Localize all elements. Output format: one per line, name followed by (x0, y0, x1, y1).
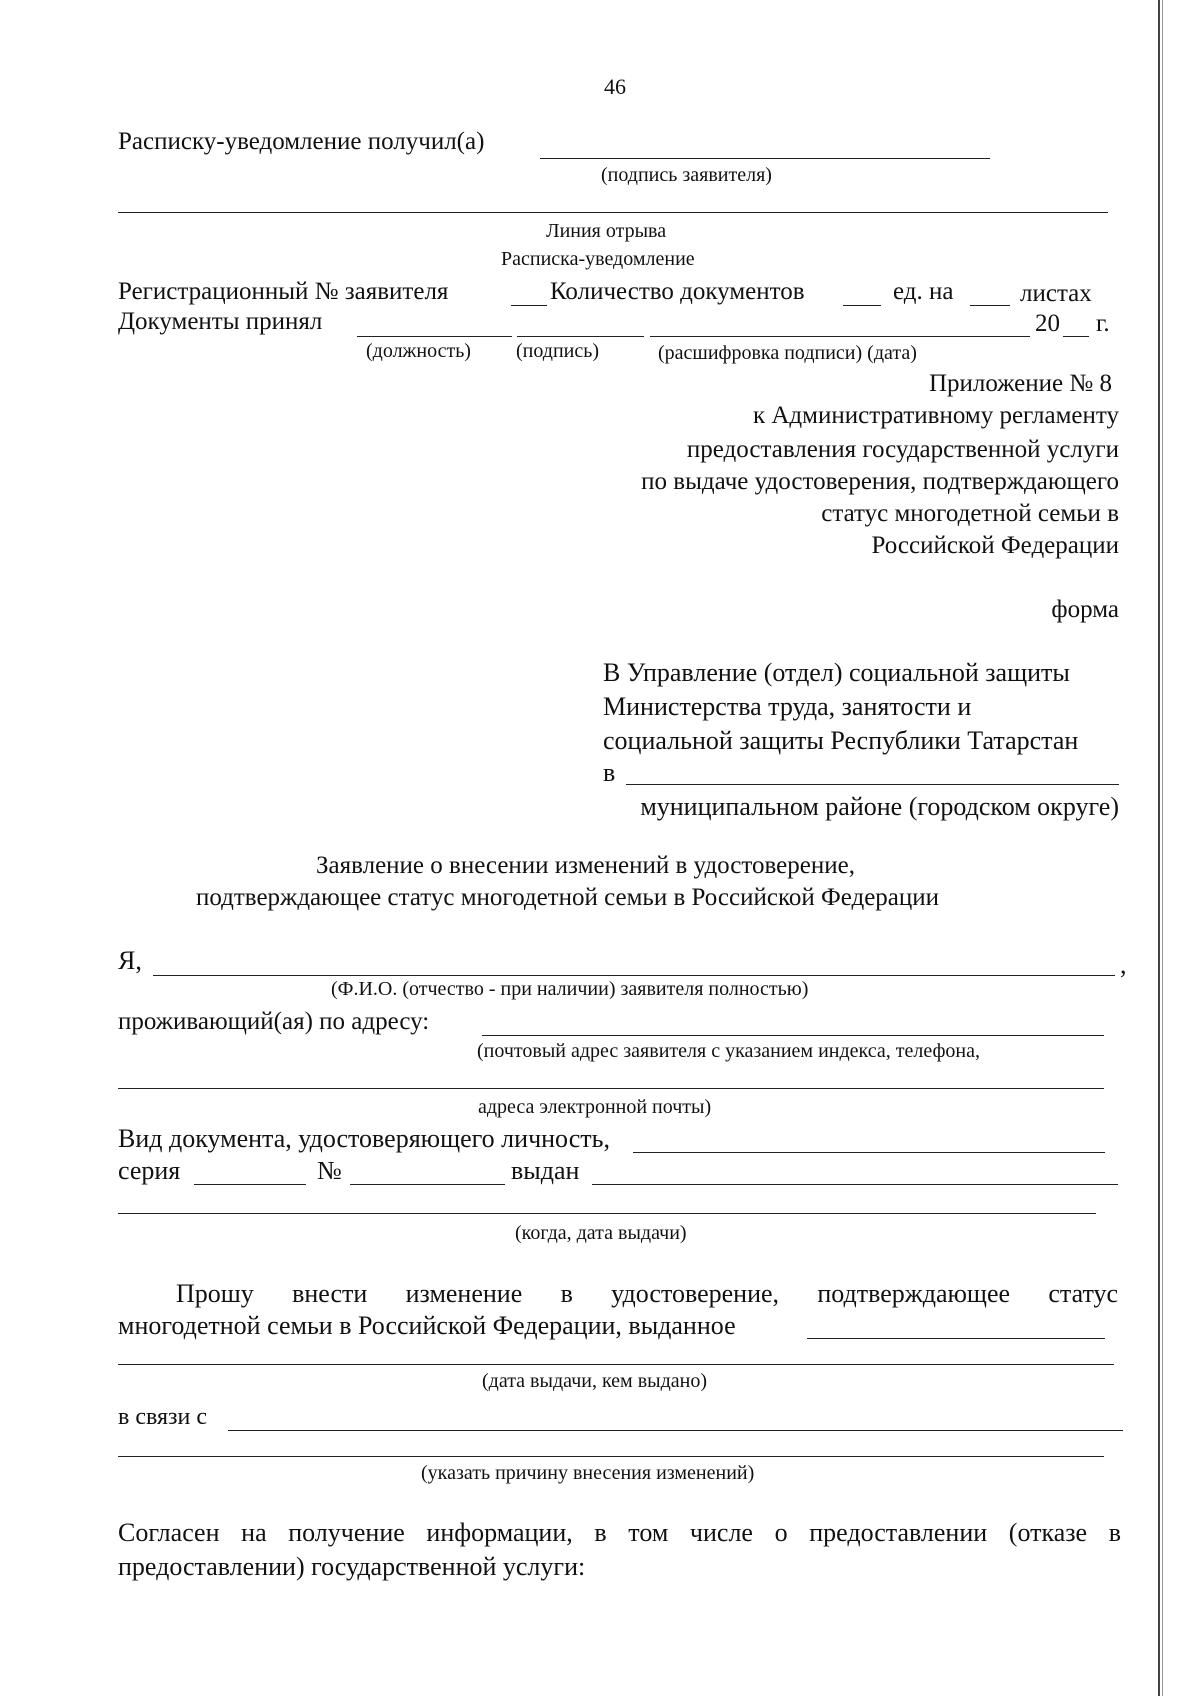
reason-field[interactable] (228, 1430, 1123, 1431)
reason-field-continued[interactable] (118, 1456, 1104, 1457)
form-label: форма (1051, 596, 1119, 623)
address-label: проживающий(ая) по адресу: (118, 1008, 430, 1035)
consent-line-1: Согласен на получение информации, в том числе о предоставлении (отказе в (118, 1518, 1121, 1547)
page-edge-shadow (1158, 0, 1160, 1696)
id-doc-field[interactable] (633, 1152, 1105, 1153)
page-number: 46 (604, 74, 626, 99)
district-field[interactable] (626, 784, 1119, 785)
reason-label: в связи с (118, 1404, 208, 1430)
number-field[interactable] (350, 1184, 505, 1185)
signature-field[interactable] (517, 336, 644, 337)
position-caption: (должность) (366, 340, 471, 362)
number-label: № (317, 1156, 342, 1185)
issued-certificate-field-continued[interactable] (118, 1364, 1114, 1365)
appendix-line-1: Приложение № 8 (928, 370, 1112, 397)
email-caption: адреса электронной почты) (478, 1096, 712, 1118)
doc-count-field[interactable] (843, 305, 881, 306)
request-line-2: многодетной семьи в Российской Федерации, выданное (118, 1311, 736, 1340)
decoding-field[interactable] (650, 336, 1030, 337)
title-line-2: подтверждающее статус многодетной семьи в Российской Федерации (196, 884, 940, 911)
i-label: Я, (118, 946, 142, 975)
receipt-title: Расписка-уведомление (501, 248, 695, 270)
addressee-line-3: социальной защиты Республики Татарстан (603, 726, 1079, 755)
addressee-line-5: муниципальном районе (городском округе) (640, 792, 1119, 821)
doc-count-label: Количество документов (550, 278, 805, 305)
title-line-1: Заявление о внесении изменений в удостоверение, (316, 852, 855, 879)
fio-field[interactable] (153, 975, 1115, 976)
request-line-1: Прошу внести изменение в удостоверение, подтверждающее статус (176, 1279, 1118, 1308)
signature-caption: (подпись) (516, 340, 600, 362)
issued-field[interactable] (592, 1184, 1118, 1185)
reason-caption: (указать причину внесения изменений) (421, 1462, 755, 1484)
address-field[interactable] (482, 1035, 1104, 1036)
issued-field-continued[interactable] (118, 1213, 1096, 1214)
applicant-signature-caption: (подпись заявителя) (601, 164, 772, 186)
appendix-line-4: по выдаче удостоверения, подтверждающего (641, 468, 1119, 495)
applicant-signature-line[interactable] (540, 158, 990, 159)
series-label: серия (118, 1156, 181, 1185)
issued-certificate-field[interactable] (807, 1338, 1105, 1339)
appendix-line-5: статус многодетной семьи в (821, 500, 1119, 527)
consent-line-2: предоставлении) государственной услуги: (118, 1552, 586, 1581)
receipt-received-label: Расписку-уведомление получил(а) (118, 128, 485, 155)
position-field[interactable] (357, 336, 512, 337)
addressee-line-4-prefix: в (603, 758, 616, 787)
addressee-line-2: Министерства труда, занятости и (603, 692, 972, 721)
series-field[interactable] (194, 1184, 306, 1185)
year-suffix: г. (1096, 310, 1110, 337)
appendix-line-3: предоставления государственной услуги (686, 436, 1119, 463)
tear-line (118, 212, 1108, 213)
year-prefix: 20 (1035, 310, 1060, 337)
issued-label: выдан (511, 1156, 580, 1185)
units-on-label: ед. на (893, 278, 954, 305)
decoding-caption: (расшифровка подписи) (дата) (658, 342, 917, 364)
appendix-line-6: Российской Федерации (871, 532, 1119, 559)
tear-line-label: Линия отрыва (546, 220, 667, 242)
accepted-label: Документы принял (118, 308, 323, 335)
id-doc-label: Вид документа, удостоверяющего личность, (118, 1124, 610, 1153)
fio-comma: , (1120, 950, 1127, 979)
reg-number-field[interactable] (511, 305, 547, 306)
issue-caption: (дата выдачи, кем выдано) (482, 1370, 707, 1392)
sheets-label: листах (1020, 280, 1092, 307)
address-caption: (почтовый адрес заявителя с указанием индекса, телефона, (477, 1040, 981, 1062)
sheets-count-field[interactable] (970, 305, 1010, 306)
address-field-continued[interactable] (118, 1088, 1104, 1089)
issued-caption: (когда, дата выдачи) (515, 1222, 687, 1244)
addressee-line-1: В Управление (отдел) социальной защиты (603, 658, 1070, 687)
year-field[interactable] (1063, 336, 1089, 337)
reg-number-label: Регистрационный № заявителя (118, 278, 449, 305)
appendix-line-2: к Административному регламенту (752, 402, 1119, 429)
fio-caption: (Ф.И.О. (отчество - при наличии) заявителя полностью) (331, 978, 809, 1000)
page-edge-shadow-light (1162, 0, 1163, 1696)
